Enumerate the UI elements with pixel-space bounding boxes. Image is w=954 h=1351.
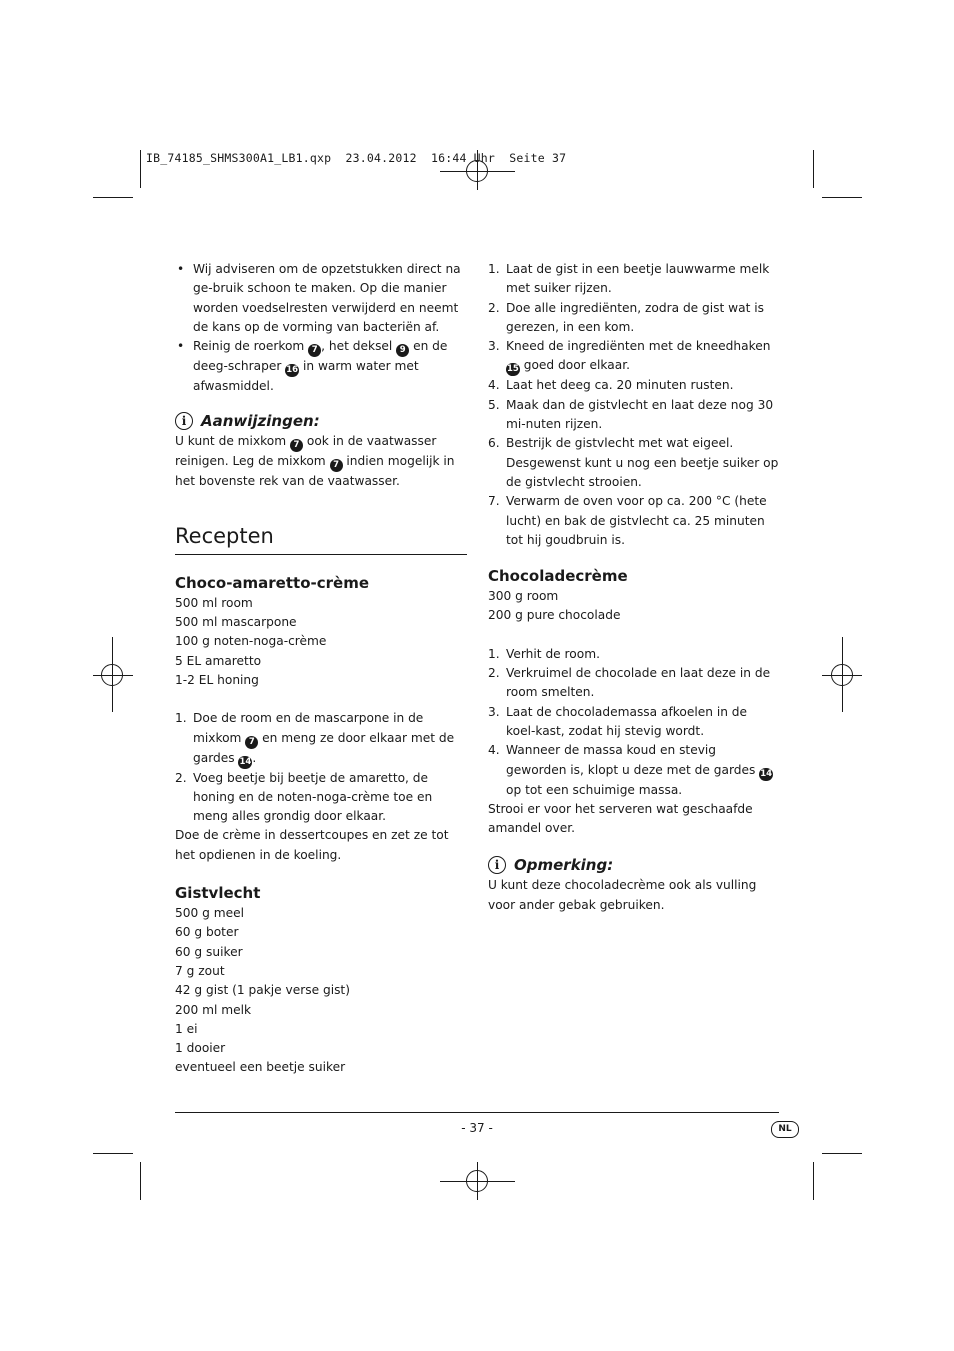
list-item-text [193, 262, 461, 334]
step-text [506, 378, 733, 392]
info-icon: i [488, 856, 506, 874]
part-number-ref-icon: 7 [330, 459, 343, 472]
step-number: 6. [488, 436, 500, 451]
step-number: 3. [488, 339, 500, 354]
ingredient-list [175, 904, 467, 1078]
step-item [175, 709, 467, 768]
note-title: Aanwijzingen: [201, 412, 320, 431]
ingredient-item: 5 EL amaretto [175, 653, 262, 668]
step-text [506, 262, 769, 295]
text-run: op tot een schuimige massa. [506, 782, 683, 797]
ingredient-item: 60 g boter [175, 925, 239, 940]
ingredient-item: 100 g noten-noga-crème [175, 634, 327, 649]
bullet-marker: • [177, 262, 185, 276]
part-number-ref-icon: 7 [245, 736, 258, 749]
text-run: Bestrijk de gistvlecht met wat eigeel. Desgewenst kunt u nog een beetje suiker op de gistvlecht strooien. [506, 436, 779, 489]
note-title: Opmerking: [514, 856, 614, 875]
step-text [506, 647, 600, 661]
step-item [488, 664, 780, 703]
text-run: en de deeg-schraper [193, 339, 448, 374]
text-run: Doe alle ingrediënten, zodra de gist wat is gerezen, in een kom. [506, 300, 765, 334]
text-run: en meng ze door elkaar met de gardes [193, 730, 455, 765]
ingredient-item: 60 g suiker [175, 944, 243, 959]
text-run: Laat de chocolademassa afkoelen in de koel-kast, zodat hij stevig wordt. [506, 704, 748, 738]
right-column [488, 260, 780, 915]
ingredient-item: 1 ei [175, 1021, 198, 1036]
ingredient-item: 500 g meel [175, 906, 245, 921]
step-number: 7. [488, 494, 500, 509]
step-item [488, 396, 780, 435]
text-run: goed door elkaar. [519, 358, 630, 373]
note-heading [175, 410, 467, 432]
text-run: Reinig de roerkom [193, 339, 309, 354]
part-number-ref-icon: 16 [286, 365, 299, 376]
text-run: , het deksel [321, 339, 397, 354]
step-text [506, 743, 773, 796]
step-text [506, 301, 764, 334]
text-run: Laat het deeg ca. 20 minuten rusten. [506, 378, 734, 393]
step-text [506, 436, 778, 489]
step-number: 5. [488, 397, 500, 412]
step-item [488, 337, 780, 376]
text-run: Voeg beetje bij beetje de amaretto, de honing en de noten-noga-crème toe en meng alles grondig door elkaar. [193, 770, 433, 824]
step-item [488, 376, 780, 395]
text-run: . [252, 750, 257, 765]
text-run: Verkruimel de chocolade en laat deze in de room smelten. [506, 666, 771, 700]
step-text [506, 339, 771, 375]
ingredient-item: 1-2 EL honing [175, 672, 259, 687]
note-text [175, 432, 467, 491]
ingredient-item: 1 dooier [175, 1041, 226, 1056]
ingredient-item: eventueel een beetje suiker [175, 1060, 346, 1075]
step-number: 1. [488, 646, 500, 661]
part-number-ref-icon: 9 [396, 344, 409, 357]
text-run: Wanneer de massa koud en stevig geworden is, klopt u deze met de gardes [506, 743, 760, 777]
step-item [488, 645, 780, 664]
care-bullet-list [175, 260, 467, 396]
list-item-text [193, 339, 447, 393]
text-run: ook in de vaatwasser reinigen. Leg de mixkom [175, 434, 437, 469]
info-icon: i [175, 412, 193, 430]
footer-divider [175, 1112, 779, 1113]
language-badge: NL [771, 1121, 799, 1138]
step-number: 2. [488, 666, 500, 681]
step-list [488, 645, 780, 800]
step-number: 4. [488, 378, 500, 393]
note-heading [488, 854, 780, 876]
note-text: U kunt deze chocoladecrème ook als vulling voor ander gebak gebruiken. [488, 878, 757, 912]
step-text [506, 494, 767, 547]
bullet-marker: • [177, 339, 185, 354]
recipe-title: Gistvlecht [175, 884, 261, 903]
list-item [175, 260, 467, 337]
step-text [506, 398, 773, 431]
ingredient-list [175, 594, 467, 690]
step-text [506, 666, 770, 699]
page-number: - 37 - [461, 1121, 493, 1135]
part-number-ref-icon: 14 [239, 756, 252, 767]
text-run: Verhit de room. [506, 646, 600, 661]
ingredient-list [488, 587, 780, 626]
ingredient-item: 200 g pure chocolade [488, 608, 621, 623]
text-run: U kunt de mixkom [175, 434, 290, 449]
print-slug: IB_74185_SHMS300A1_LB1.qxp 23.04.2012 16:44 Uhr Seite 37 [146, 151, 567, 165]
text-run: Kneed de ingrediënten met de kneedhaken [506, 339, 771, 354]
step-item [488, 703, 780, 742]
step-number: 4. [488, 743, 500, 758]
recipe-title: Choco-amaretto-crème [175, 573, 369, 592]
text-run: indien mogelijk in het bovenste rek van de vaatwasser. [175, 454, 455, 489]
step-text [506, 705, 747, 738]
part-number-ref-icon: 14 [760, 768, 773, 779]
ingredient-item: 42 g gist (1 pakje verse gist) [175, 983, 350, 998]
left-column [175, 260, 467, 1078]
recipe-closing-text: Strooi er voor het serveren wat geschaafde amandel over. [488, 801, 753, 836]
recipe-title: Chocoladecrème [488, 567, 628, 586]
part-number-ref-icon: 15 [507, 364, 519, 375]
ingredient-item: 200 ml melk [175, 1002, 252, 1017]
step-number: 2. [175, 770, 187, 785]
step-number: 3. [488, 704, 500, 719]
step-number: 1. [488, 262, 500, 276]
text-run: Maak dan de gistvlecht en laat deze nog 30 mi-nuten rijzen. [506, 397, 774, 432]
ingredient-item: 500 ml room [175, 595, 253, 610]
step-text [193, 771, 432, 824]
step-item [488, 492, 780, 550]
step-text [193, 711, 455, 767]
ingredient-item: 7 g zout [175, 963, 225, 978]
step-item [175, 769, 467, 827]
step-number: 1. [175, 711, 187, 726]
step-item [488, 260, 780, 299]
recipe-closing-text: Doe de crème in dessertcoupes en zet ze tot het opdienen in de koeling. [175, 828, 449, 862]
section-title: Recepten [175, 522, 467, 555]
ingredient-item: 500 ml mascarpone [175, 615, 297, 630]
part-number-ref-icon: 7 [308, 344, 321, 357]
ingredient-item: 300 g room [488, 589, 559, 604]
text-run: Doe de room en de mascarpone in de mixkom [193, 711, 424, 745]
text-run: Verwarm de oven voor op ca. 200 °C (hete lucht) en bak de gistvlecht ca. 25 minuten tot hij goudbruin is. [506, 494, 767, 547]
text-run: in warm water met afwasmiddel. [193, 359, 419, 394]
step-number: 2. [488, 300, 500, 315]
list-item [175, 337, 467, 396]
step-item [488, 741, 780, 800]
step-list [488, 260, 780, 550]
step-item [488, 434, 780, 492]
part-number-ref-icon: 7 [290, 439, 303, 452]
text-run: Wij adviseren om de opzetstukken direct na ge-bruik schoon te maken. Op die manier worden voedselresten verwijderd en neemt de kans op de vorming van bacteriën af. [193, 262, 461, 334]
step-item [488, 299, 780, 338]
step-list [175, 709, 467, 826]
text-run: Laat de gist in een beetje lauwwarme melk met suiker rijzen. [506, 262, 770, 296]
